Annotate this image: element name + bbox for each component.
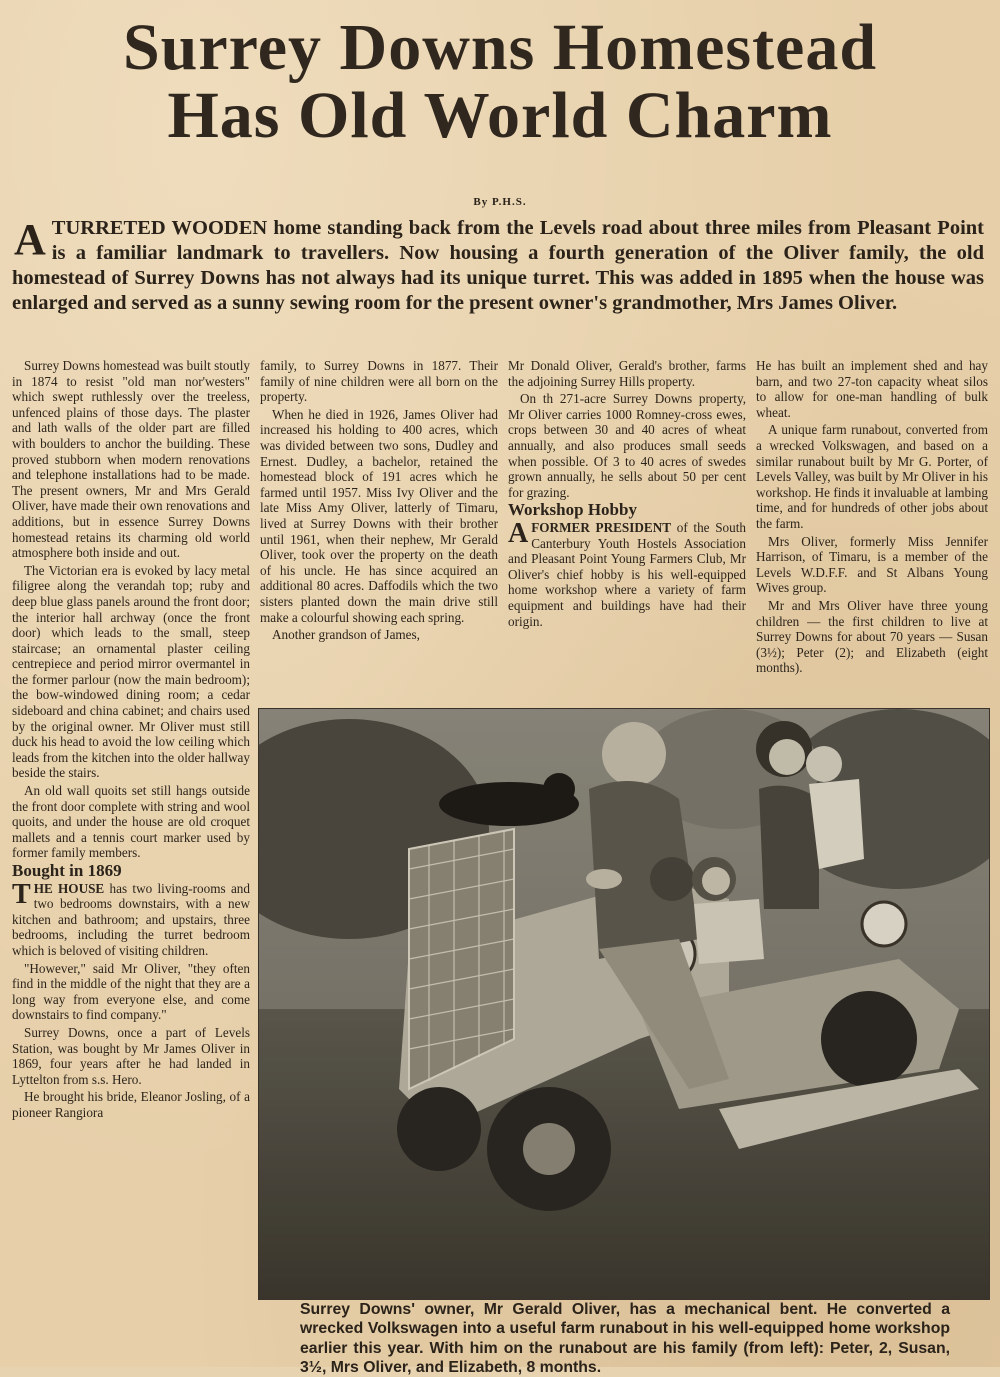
- paragraph: "However," said Mr Oliver, "they often find in the middle of the night that they are a long way from everyone else, and come downstairs to find company.": [12, 960, 250, 1023]
- paragraph: On th 271-acre Surrey Downs property, Mr Oliver carries 1000 Romney-cross ewes, crops between 30 and 40 acres of wheat annually, and also produces small seeds when possible. Of 3 to 40 acres of swedes grown annually, he sells about 50 per cent for grazing.: [508, 391, 746, 500]
- dropcap: A: [508, 517, 529, 549]
- photo-caption: Surrey Downs' owner, Mr Gerald Oliver, has a mechanical bent. He converted a wrecked Volkswagen into a useful farm runabout in his well-equipped home workshop earlier this year. With him on the runabout are his family (from left): Peter, 2, Susan, 3½, Mrs Oliver, and Elizabeth, 8 months.: [300, 1301, 950, 1376]
- dropcap: T: [12, 878, 31, 910]
- paragraph: When he died in 1926, James Oliver had increased his holding to 400 acres, which was divided between two sons, Dudley and Ernest. Dudley, a bachelor, retained the homestead block of 191 acres which he farmed until 1957. Miss Ivy Oliver and the late Miss Amy Oliver, latterly of Timaru, lived at Surrey Downs with their brother until 1961, when their nephew, Mr Gerald Oliver, took over the property on the death of his uncle. He has since acquired an additional 80 acres. Daffodils which the two sisters planted down the main drive still make a colourful showing each spring.: [260, 406, 498, 625]
- column-3: [508, 358, 746, 708]
- lead-in-caps: HE HOUSE: [33, 880, 105, 896]
- column-4: [756, 358, 988, 708]
- paragraph: [508, 517, 746, 629]
- lead-in-caps: FORMER PRESIDENT: [531, 519, 672, 535]
- lede-paragraph: [12, 216, 984, 316]
- paragraph: The Victorian era is evoked by lacy metal filigree along the verandah top; ruby and deep blue glass panels around the front door; the interior hall archway (once the front door) which leads to the small, steep staircase; an ornamental plaster ceiling centrepiece and period mirror overmantel in the former parlour (now the main bedroom); the bow-windowed dining room; a cedar sideboard and china cabinet; and chairs used by the original owner. Mr Oliver must still duck his head to avoid the low ceiling which leads from the kitchen into the older hallway beside the stairs.: [12, 562, 250, 781]
- byline: By P.H.S.: [473, 196, 527, 208]
- paragraph: He has built an implement shed and hay barn, and two 27-ton capacity wheat silos to allow for one-man handling of bulk wheat.: [756, 358, 988, 420]
- paragraph: Mrs Oliver, formerly Miss Jennifer Harrison, of Timaru, is a member of the Levels W.D.F.F. and St Albans Young Wives group.: [756, 533, 988, 596]
- paragraph: An old wall quoits set still hangs outside the front door complete with string and wool quoits, and under the house are old croquet mallets and a tennis court marker used by former family members.: [12, 783, 250, 861]
- column-1: [12, 358, 250, 1358]
- subheading-bought-1869: Bought in 1869: [12, 861, 122, 880]
- paragraph-text: of the South Canterbury Youth Hostels Association and Pleasant Point Young Farmers Club, Mr Oliver's chief hobby is his well-equipped home workshop where a variety of farm equipment and buildings have had their origin.: [508, 519, 746, 629]
- paragraph: [12, 878, 250, 959]
- column-2: [260, 358, 498, 708]
- family-runabout-photo: [258, 708, 990, 1300]
- paragraph-text: has two living-rooms and two bedrooms downstairs, with a new kitchen and bathroom; and upstairs, three bedrooms, including the turret bedroom which is beloved of visiting children.: [12, 880, 250, 958]
- paragraph: Another grandson of James,: [272, 627, 420, 643]
- paragraph: He brought his bride, Eleanor Josling, of a pioneer Rangiora: [12, 1089, 250, 1120]
- lede-text: TURRETED WOODEN home standing back from the Levels road about three miles from Pleasant Point is a familiar landmark to travellers. Now housing a fourth generation of the Oliver family, the old homestead of Surrey Downs has not always had its unique turret. This was added in 1895 when the house was enlarged and served as a sunny sewing room for the present owner's grandmother, Mrs James Oliver.: [12, 217, 984, 314]
- paragraph: Surrey Downs, once a part of Levels Station, was bought by Mr James Oliver in 1869, four years after he had landed in Lyttelton from s.s. Hero.: [12, 1024, 250, 1087]
- paragraph: family, to Surrey Downs in 1877. Their family of nine children were all born on the property.: [260, 358, 498, 405]
- photo-illustration: [259, 709, 989, 1299]
- paragraph: Mr and Mrs Oliver have three young children — the first children to live at Surrey Downs for about 70 years — Susan (3½); Peter (2); and Elizabeth (eight months).: [756, 597, 988, 676]
- paragraph: Surrey Downs homestead was built stoutly in 1874 to resist "old man nor'westers" which swept ruthlessly over the treeless, unfenced plains of those days. The plaster and lath walls of the older part are filled with boulders to anchor the building. These proved stubborn when modern renovations and telephone installations had to be made. The present owners, Mr and Mrs Gerald Oliver, have made their own renovations and additions, but in essence Surrey Downs homestead retains its charming old world atmosphere both inside and out.: [12, 358, 250, 561]
- paragraph: Mr Donald Oliver, Gerald's brother, farms the adjoining Surrey Hills property.: [508, 358, 746, 389]
- headline-line-1: Surrey Downs Homestead: [122, 11, 878, 84]
- headline: [0, 11, 1000, 152]
- lede-dropcap: A: [14, 215, 46, 264]
- subheading-workshop-hobby: Workshop Hobby: [508, 500, 637, 520]
- paragraph: A unique farm runabout, converted from a wrecked Volkswagen, and based on a similar runabout built by Mr G. Porter, of Levels Valley, was built by Mr Oliver in his workshop. He finds it invaluable at lambing time, and for hundreds of other jobs about the farm.: [756, 422, 988, 531]
- headline-line-2: Has Old World Charm: [167, 79, 833, 152]
